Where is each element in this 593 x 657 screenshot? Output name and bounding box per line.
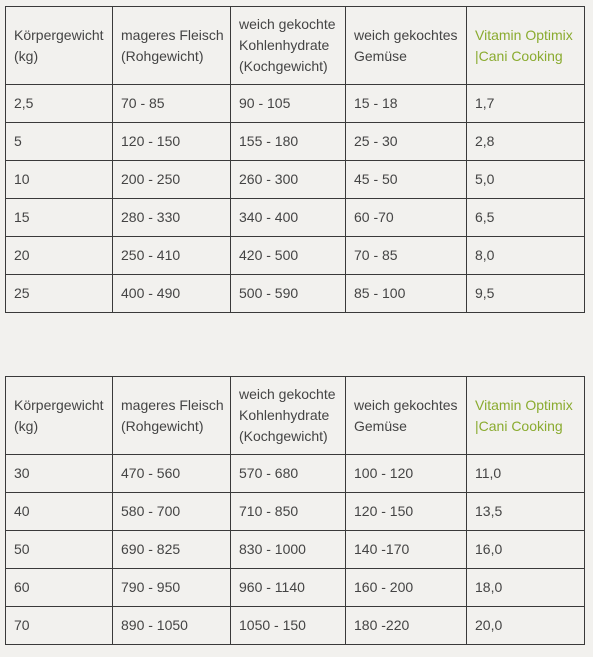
table-cell: 40 xyxy=(6,493,113,531)
column-header-line: |Cani Cooking xyxy=(475,417,563,434)
column-header-line: weich gekochte xyxy=(239,386,336,402)
table-cell: 470 - 560 xyxy=(113,455,231,493)
table-header-row xyxy=(6,7,585,85)
table-cell: 90 - 105 xyxy=(231,85,346,123)
table-body xyxy=(6,7,585,313)
table-cell: 890 - 1050 xyxy=(113,607,231,645)
feeding-table-large-dogs xyxy=(5,376,585,645)
table-cell: 45 - 50 xyxy=(346,161,467,199)
table-cell: 60 -70 xyxy=(346,199,467,237)
column-header xyxy=(346,7,467,85)
column-header-line: Körpergewicht xyxy=(14,396,104,413)
column-header-line: Gemüse xyxy=(354,47,407,64)
column-header-line: weich gekochtes xyxy=(354,396,458,413)
column-header-line: Kohlenhydrate xyxy=(239,37,330,53)
table-cell: 10 xyxy=(6,161,113,199)
table-row xyxy=(6,85,585,123)
table-cell: 16,0 xyxy=(467,531,585,569)
column-header xyxy=(113,377,231,455)
table-row xyxy=(6,199,585,237)
column-header-line: Vitamin Optimix xyxy=(475,396,573,413)
table-cell: 200 - 250 xyxy=(113,161,231,199)
table-row xyxy=(6,275,585,313)
column-header-line: Vitamin Optimix xyxy=(475,26,573,43)
table-cell: 580 - 700 xyxy=(113,493,231,531)
table-cell: 50 xyxy=(6,531,113,569)
table-cell: 9,5 xyxy=(467,275,585,313)
table-cell: 960 - 1140 xyxy=(231,569,346,607)
table-body xyxy=(6,377,585,645)
column-header xyxy=(346,377,467,455)
table-row xyxy=(6,493,585,531)
table-cell: 20,0 xyxy=(467,607,585,645)
table-cell: 1050 - 150 xyxy=(231,607,346,645)
table-cell: 70 xyxy=(6,607,113,645)
table-cell: 30 xyxy=(6,455,113,493)
table-row xyxy=(6,161,585,199)
table-row xyxy=(6,237,585,275)
table-cell: 8,0 xyxy=(467,237,585,275)
feeding-table-small-dogs xyxy=(5,6,585,313)
column-header xyxy=(231,7,346,85)
column-header-line: Gemüse xyxy=(354,417,407,434)
table-cell: 400 - 490 xyxy=(113,275,231,313)
table-cell: 70 - 85 xyxy=(113,85,231,123)
table-cell: 1,7 xyxy=(467,85,585,123)
column-header xyxy=(467,377,585,455)
table-cell: 140 -170 xyxy=(346,531,467,569)
table-row xyxy=(6,607,585,645)
table-cell: 340 - 400 xyxy=(231,199,346,237)
table-cell: 18,0 xyxy=(467,569,585,607)
table-cell: 5,0 xyxy=(467,161,585,199)
column-header-line: mageres Fleisch xyxy=(121,396,224,413)
column-header xyxy=(467,7,585,85)
table-cell: 180 -220 xyxy=(346,607,467,645)
table-cell: 160 - 200 xyxy=(346,569,467,607)
table-cell: 830 - 1000 xyxy=(231,531,346,569)
column-header-line: (Kochgewicht) xyxy=(239,428,328,444)
table-cell: 155 - 180 xyxy=(231,123,346,161)
table-row xyxy=(6,531,585,569)
table-row xyxy=(6,455,585,493)
column-header-line: (Rohgewicht) xyxy=(121,417,204,434)
table-cell: 250 - 410 xyxy=(113,237,231,275)
table-cell: 13,5 xyxy=(467,493,585,531)
table-cell: 260 - 300 xyxy=(231,161,346,199)
column-header xyxy=(113,7,231,85)
table-cell: 120 - 150 xyxy=(346,493,467,531)
table-cell: 25 xyxy=(6,275,113,313)
column-header-line: (kg) xyxy=(14,417,39,434)
table-cell: 11,0 xyxy=(467,455,585,493)
table-cell: 570 - 680 xyxy=(231,455,346,493)
column-header-line: Körpergewicht xyxy=(14,26,104,43)
table-cell: 25 - 30 xyxy=(346,123,467,161)
column-header-line: mageres Fleisch xyxy=(121,26,224,43)
table-cell: 60 xyxy=(6,569,113,607)
table-cell: 120 - 150 xyxy=(113,123,231,161)
column-header-line: (Rohgewicht) xyxy=(121,47,204,64)
table-cell: 85 - 100 xyxy=(346,275,467,313)
table-cell: 100 - 120 xyxy=(346,455,467,493)
column-header-line: Kohlenhydrate xyxy=(239,407,330,423)
table-cell: 2,8 xyxy=(467,123,585,161)
table-cell: 15 - 18 xyxy=(346,85,467,123)
table-cell: 420 - 500 xyxy=(231,237,346,275)
column-header-line: weich gekochte xyxy=(239,16,336,32)
table-cell: 6,5 xyxy=(467,199,585,237)
column-header-line: weich gekochtes xyxy=(354,26,458,43)
table-cell: 20 xyxy=(6,237,113,275)
column-header-line: (kg) xyxy=(14,47,39,64)
table-cell: 2,5 xyxy=(6,85,113,123)
table-cell: 790 - 950 xyxy=(113,569,231,607)
table-cell: 690 - 825 xyxy=(113,531,231,569)
table-cell: 70 - 85 xyxy=(346,237,467,275)
table-cell: 710 - 850 xyxy=(231,493,346,531)
table-cell: 5 xyxy=(6,123,113,161)
table-cell: 280 - 330 xyxy=(113,199,231,237)
table-row xyxy=(6,569,585,607)
column-header-line: |Cani Cooking xyxy=(475,47,563,64)
table-cell: 500 - 590 xyxy=(231,275,346,313)
column-header xyxy=(6,7,113,85)
table-row xyxy=(6,123,585,161)
table-cell: 15 xyxy=(6,199,113,237)
column-header xyxy=(6,377,113,455)
column-header xyxy=(231,377,346,455)
table-header-row xyxy=(6,377,585,455)
column-header-line: (Kochgewicht) xyxy=(239,58,328,74)
